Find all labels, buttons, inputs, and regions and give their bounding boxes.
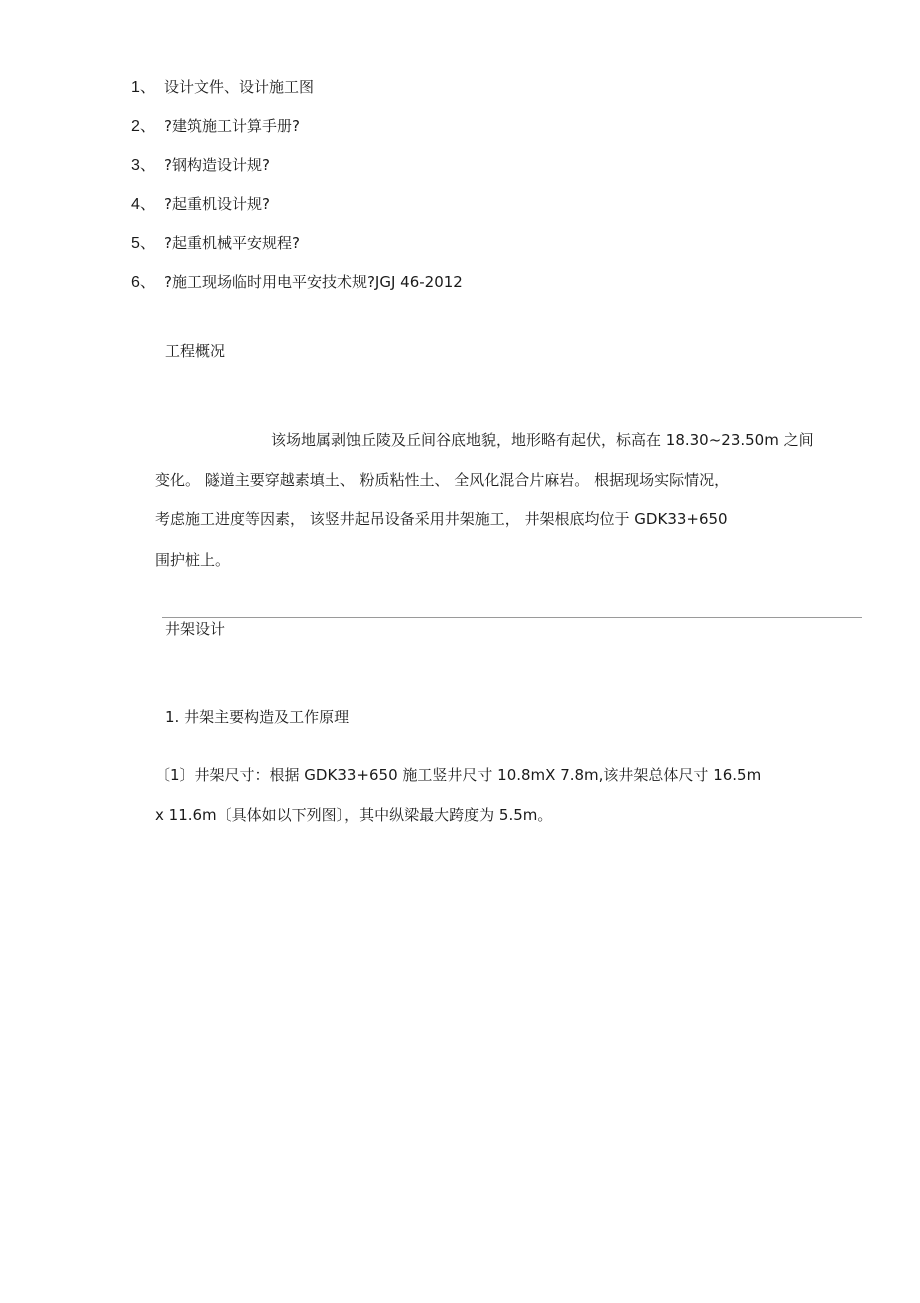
design-subheading: 1. 井架主要构造及工作原理 (165, 708, 350, 726)
reference-text: ?施工现场临时用电平安技术规?JGJ 46-2012 (164, 273, 463, 291)
reference-number: 6、 (131, 274, 156, 291)
section-divider (162, 617, 862, 618)
reference-number: 1、 (131, 79, 156, 96)
reference-item (131, 272, 463, 293)
overview-line-4: 围护桩上。 (155, 551, 231, 569)
overview-line-2: 变化。 隧道主要穿越素填土、 粉质粘性土、 全风化混合片麻岩。 根据现场实际情况， (155, 471, 730, 489)
overview-line-1: 该场地属剥蚀丘陵及丘间谷底地貌，地形略有起伏，标高在 18.30~23.50m 之间 (271, 431, 814, 449)
reference-item (131, 116, 300, 137)
reference-text: ?起重机械平安规程? (164, 234, 300, 252)
reference-item (131, 194, 270, 215)
reference-text: ?钢构造设计规? (164, 156, 270, 174)
reference-number: 3、 (131, 157, 156, 174)
reference-number: 2、 (131, 118, 156, 135)
reference-text: 设计文件、设计施工图 (164, 78, 315, 96)
reference-item (131, 233, 300, 254)
reference-text: ?起重机设计规? (164, 195, 270, 213)
reference-item (131, 155, 270, 176)
reference-text: ?建筑施工计算手册? (164, 117, 300, 135)
design-heading: 井架设计 (165, 620, 226, 638)
reference-number: 5、 (131, 235, 156, 252)
reference-number: 4、 (131, 196, 156, 213)
overview-heading: 工程概况 (165, 342, 226, 360)
design-line-1: 〔1〕井架尺寸：根据 GDK33+650 施工竖井尺寸 10.8mX 7.8m,该井架总体尺寸 16.5m (155, 766, 762, 784)
reference-item (131, 77, 314, 98)
overview-line-3: 考虑施工进度等因素， 该竖井起吊设备采用井架施工， 井架根底均位于 GDK33+650 (155, 510, 728, 528)
design-line-2: x 11.6m〔具体如以下列图〕，其中纵梁最大跨度为 5.5m。 (155, 806, 553, 824)
